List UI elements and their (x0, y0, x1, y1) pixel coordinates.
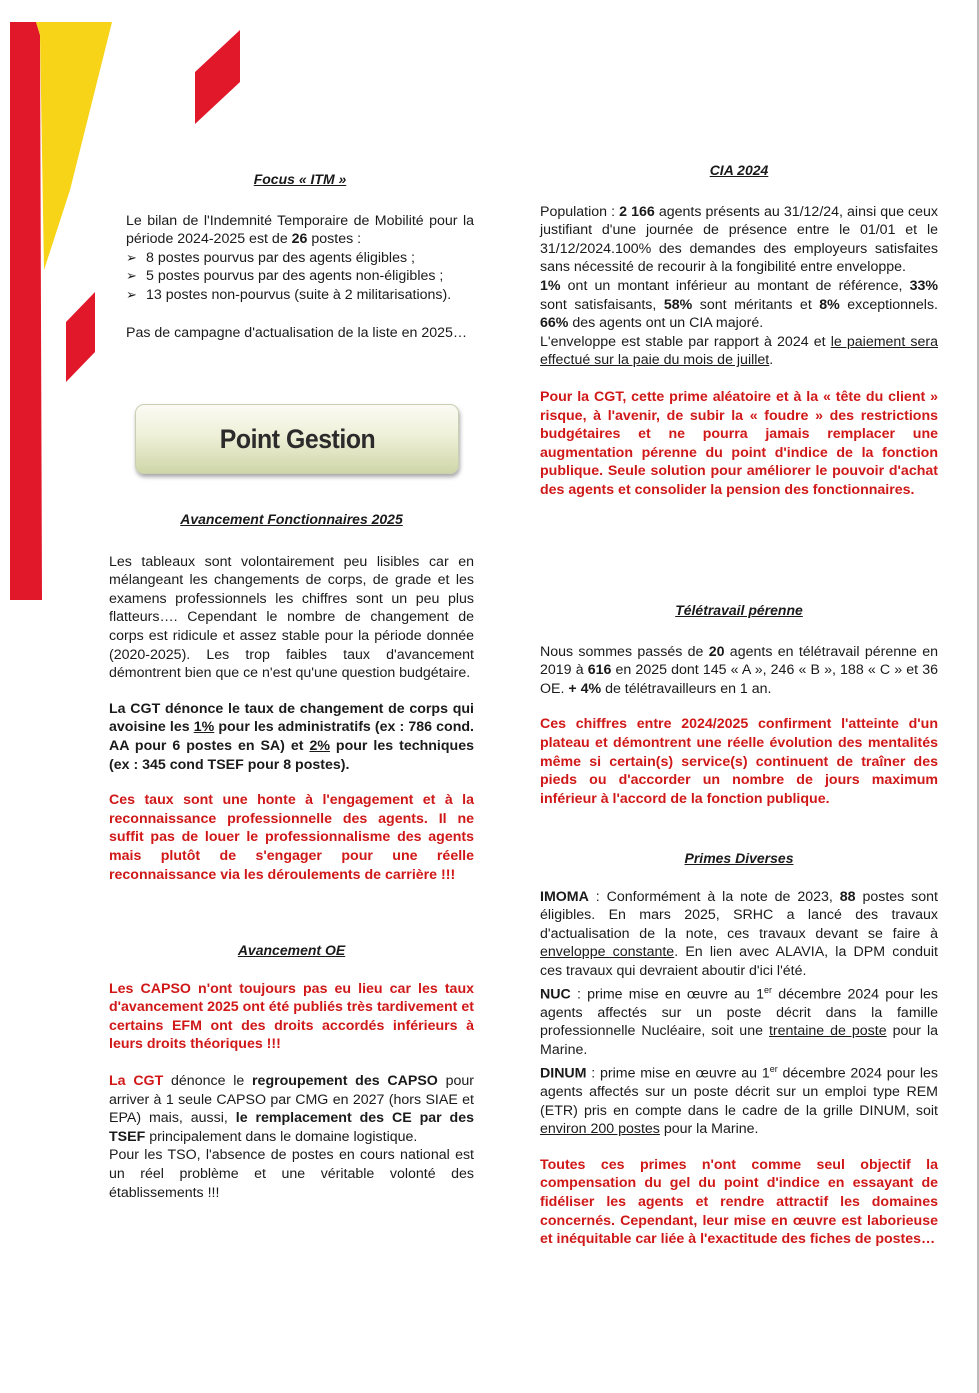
avancement-oe-title: Avancement OE (237, 942, 346, 958)
avancement-fonctionnaires-section (109, 510, 474, 884)
list-item: ➢ 5 postes pourvus par des agents non-éligibles ; (126, 268, 444, 285)
avancement-fonct-paragraph-2: La CGT dénonce le taux de changement de corps qui avoisine les 1% pour les administratifs (ex : 786 cond. AA pour 6 postes en SA) et 2% pour les techniques (ex : 345 cond TSEF pour 8 postes). (109, 700, 474, 773)
arrow-bullet-icon: ➢ (126, 286, 137, 302)
avancement-oe-paragraph-3: Pour les TSO, l'absence de postes en cours national est un réel problème et une véritable volonté des établissements !!! (109, 1147, 474, 1201)
primes-nuc-paragraph: NUC : prime mise en œuvre au 1er décembre 2024 pour les agents affectés sur un poste décrit dans la famille professionnelle Nucléaire, soit une trentaine de poste pour la Marine. (540, 984, 939, 1059)
focus-itm-list (126, 249, 474, 305)
avancement-oe-paragraph-1: Les CAPSO n'ont toujours pas eu lieu car les taux d'avancement 2025 ont été publiés très tardivement et certains EFM ont des droits accordés inférieurs à leurs droits théoriques !!! (109, 980, 474, 1053)
avancement-fonctionnaires-title: Avancement Fonctionnaires 2025 (180, 511, 403, 527)
cia-paragraph-3: L'enveloppe est stable par rapport à 2024 et le paiement sera effectué sur la paie du mois de juillet. (540, 333, 939, 369)
focus-itm-section (126, 170, 474, 342)
point-gestion-label: Point Gestion (219, 423, 375, 454)
teletravail-cgt-statement: Ces chiffres entre 2024/2025 confirment l'atteinte d'un plateau et démontrent une réelle évolution des mentalités même si certain(s) service(s) continuent de traîner des pieds ou d'accorder un nombre de jours maximum inférieur à l'accord de la fonction publique. (540, 716, 938, 807)
focus-itm-title: Focus « ITM » (253, 171, 347, 187)
avancement-fonct-paragraph-1: Les tableaux sont volontairement peu lisibles car en mélangeant les changements de corps, de grade et les examens professionnels les chiffres sont un peu plus flatteurs…. Cependant le nombre de changement de corps est ridicule et assez stable pour la période donnée (2020-2025). Les trop faibles taux d'avancement démontrent bien que ce n'est qu'une question budgétaire. (109, 553, 474, 682)
cia-section (540, 161, 938, 500)
teletravail-title: Télétravail pérenne (675, 602, 803, 618)
cia-paragraph-2: 1% ont un montant inférieur au montant de référence, 33% sont satisfaisants, 58% sont méritants et 8% exceptionnels. 66% des agents ont un CIA majoré. (540, 277, 938, 332)
list-item: ➢ 13 postes non-pourvus (suite à 2 militarisations). (126, 286, 452, 303)
primes-diverses-title: Primes Diverses (684, 850, 794, 866)
focus-itm-intro: Le bilan de l'Indemnité Temporaire de Mobilité pour la période 2024-2025 est de 26 postes : (126, 212, 474, 248)
primes-diverses-section (540, 849, 938, 1249)
arrow-bullet-icon: ➢ (126, 249, 137, 265)
avancement-fonct-paragraph-3: Ces taux sont une honte à l'engagement et à la reconnaissance professionnelle des agents. Il ne suffit pas de louer le professionnalisme des agents mais plutôt de s'engager pour une réelle reconnaissance via les déroulements de carrière !!! (109, 792, 474, 883)
avancement-oe-paragraph-2: La CGT dénonce le regroupement des CAPSO pour arriver à 1 seule CAPSO par CMG en 2027 (hors SIAE et EPA) mais, aussi, le remplacement des CE par des TSEF principalement dans le domaine logistique. (109, 1072, 474, 1145)
primes-dinum-paragraph: DINUM : prime mise en œuvre au 1er décembre 2024 pour les agents affectés sur un poste décrit sur un emploi type REM (ETR) pris en compte dans le cadre de la grille DINUM, soit environ 200 postes pour la Marine. (540, 1063, 939, 1138)
point-gestion-banner (135, 404, 459, 474)
focus-itm-closing: Pas de campagne d'actualisation de la liste en 2025… (126, 324, 468, 341)
primes-imoma-paragraph: IMOMA : Conformément à la note de 2023, 88 postes sont éligibles. En mars 2025, SRHC a lancé des travaux d'actualisation de la note, ces travaux devant se faire à enveloppe constante. En lien avec ALAVIA, la DPM conduit ces travaux qui devraient aboutir d'ici l'été. (540, 888, 938, 979)
teletravail-section (540, 601, 938, 808)
teletravail-paragraph-1: Nous sommes passés de 20 agents en télétravail pérenne en 2019 à 616 en 2025 dont 145 « A », 246 « B », 188 « C » et 36 OE. + 4% de télétravailleurs en 1 an. (540, 643, 939, 697)
primes-conclusion: Toutes ces primes n'ont comme seul objectif la compensation du gel du point d'indice en essayant de fidéliser les agents et rendre attractif les domaines concernés. Cependant, leur mise en œuvre est laborieuse et inéquitable car liée à l'exactitude des fiches de postes… (540, 1156, 938, 1248)
cia-paragraph-1: Population : 2 166 agents présents au 31/12/24, ainsi que ceux justifiant d'une journée de présence entre le 01/01 et le 31/12/2024.100% des demandes des employeurs satisfaites sans nécessité de recourir à la fongibilité entre enveloppe. (540, 203, 938, 276)
arrow-bullet-icon: ➢ (126, 268, 137, 284)
avancement-oe-section (109, 941, 474, 1202)
cia-cgt-statement: Pour la CGT, cette prime aléatoire et à la « tête du client » risque, à l'avenir, de subir la « foudre » des restrictions budgétaires et ne pourra jamais remplacer une augmentation pérenne du point d'indice de la fonction publique. Seule solution pour améliorer le pouvoir d'achat des agents et consolider la pension des fonctionnaires. (540, 388, 938, 498)
cia-title: CIA 2024 (709, 162, 769, 178)
list-item: ➢ 8 postes pourvus par des agents éligibles ; (126, 249, 415, 266)
